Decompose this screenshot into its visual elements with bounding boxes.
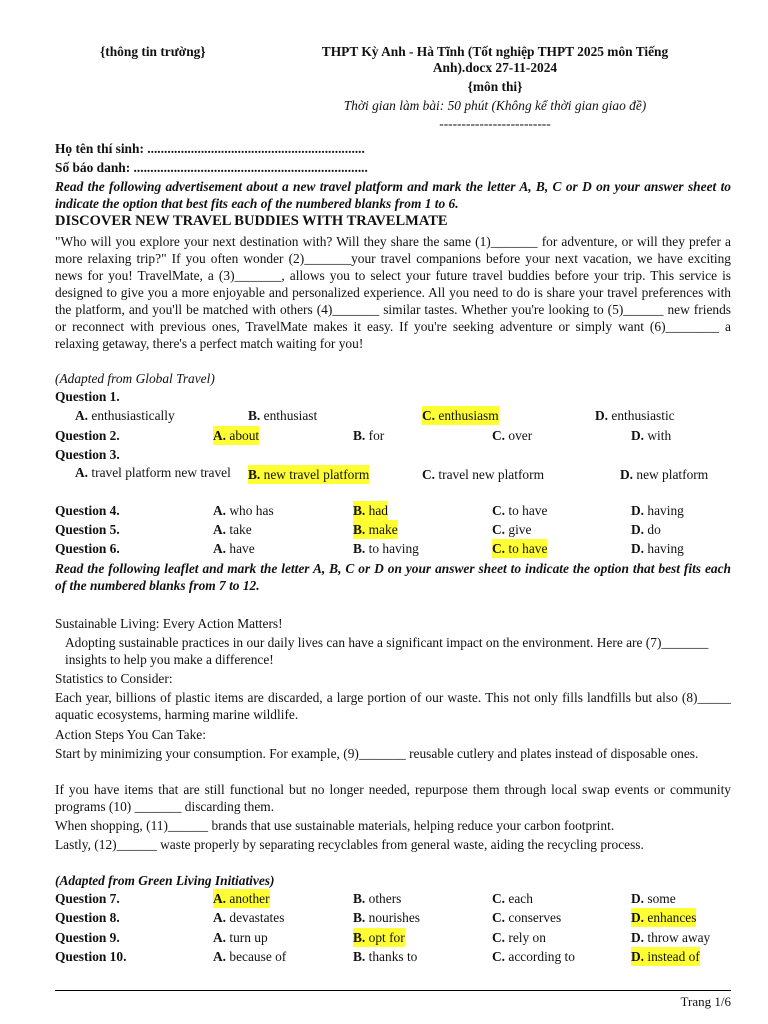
option-text: give bbox=[508, 522, 532, 537]
option-d-selected[interactable]: D. enhances bbox=[631, 910, 697, 925]
option-text: new platform bbox=[636, 467, 709, 482]
school-info: {thông tin trường} bbox=[100, 44, 206, 59]
question-1-options bbox=[55, 406, 731, 425]
option-text: another bbox=[229, 891, 270, 906]
option-c-selected[interactable]: C. enthusiasm bbox=[422, 408, 499, 423]
option-text: to have bbox=[508, 503, 548, 518]
option-a[interactable]: A. travel platform new travel bbox=[75, 465, 231, 480]
stats-heading: Statistics to Consider: bbox=[55, 671, 173, 686]
option-text: have bbox=[229, 541, 255, 556]
option-b-selected[interactable]: B. had bbox=[353, 503, 388, 518]
question-label: Question 5. bbox=[55, 522, 120, 537]
step-3: When shopping, (11)______ brands that use sustainable materials, helping reduce your carbon footprint. bbox=[55, 818, 615, 833]
question-3 bbox=[55, 445, 731, 464]
question-label: Question 10. bbox=[55, 949, 127, 964]
option-text: to have bbox=[508, 541, 548, 556]
option-text: had bbox=[368, 503, 388, 518]
option-c[interactable]: C. travel new platform bbox=[422, 467, 544, 482]
option-text: opt for bbox=[368, 930, 405, 945]
option-text: rely on bbox=[508, 930, 546, 945]
option-text: enthusiasm bbox=[438, 408, 499, 423]
option-c[interactable]: C. rely on bbox=[492, 930, 546, 945]
option-d[interactable]: D. do bbox=[631, 522, 661, 537]
option-b[interactable]: B. enthusiast bbox=[248, 408, 318, 423]
leaflet-intro: Adopting sustainable practices in our daily lives can have a significant impact on the environment. Here are (7)_______ insights to help you make a difference! bbox=[65, 635, 709, 667]
section1-heading: DISCOVER NEW TRAVEL BUDDIES WITH TRAVELMATE bbox=[55, 213, 448, 229]
option-a[interactable]: A. take bbox=[213, 522, 252, 537]
option-text: each bbox=[508, 891, 533, 906]
option-b[interactable]: B. others bbox=[353, 891, 402, 906]
question-label: Question 6. bbox=[55, 541, 120, 556]
option-a[interactable]: A. devastates bbox=[213, 910, 285, 925]
option-a[interactable]: A. because of bbox=[213, 949, 287, 964]
step-2: If you have items that are still functional but no longer needed, repurpose them through local swap events or community programs (10) _______ discarding them. bbox=[55, 782, 731, 814]
option-text: throw away bbox=[647, 930, 711, 945]
option-b-selected[interactable]: B. opt for bbox=[353, 930, 405, 945]
option-d[interactable]: D. having bbox=[631, 541, 684, 556]
footer-divider bbox=[55, 990, 731, 991]
option-text: instead of bbox=[647, 949, 700, 964]
question-5 bbox=[55, 520, 731, 539]
option-b-selected[interactable]: B. make bbox=[353, 522, 398, 537]
steps-heading: Action Steps You Can Take: bbox=[55, 727, 206, 742]
option-text: others bbox=[368, 891, 402, 906]
option-text: devastates bbox=[229, 910, 285, 925]
question-8 bbox=[55, 908, 731, 927]
option-d[interactable]: D. some bbox=[631, 891, 676, 906]
option-d[interactable]: D. having bbox=[631, 503, 684, 518]
option-text: new travel platform bbox=[263, 467, 370, 482]
question-7 bbox=[55, 889, 731, 908]
stats-text: Each year, billions of plastic items are discarded, a large portion of our waste. This not only fills landfills but also (8)_____ aquatic ecosystems, harming marine wildlife. bbox=[55, 690, 731, 722]
option-text: having bbox=[647, 541, 684, 556]
question-10 bbox=[55, 947, 731, 966]
option-text: make bbox=[368, 522, 398, 537]
option-text: do bbox=[647, 522, 661, 537]
option-text: travel platform new travel bbox=[91, 465, 231, 480]
question-6 bbox=[55, 539, 731, 558]
option-b[interactable]: B. for bbox=[353, 428, 385, 443]
option-a[interactable]: A. who has bbox=[213, 503, 274, 518]
option-text: over bbox=[508, 428, 533, 443]
question-label: Question 2. bbox=[55, 428, 120, 443]
time-allowed: Thời gian làm bài: 50 phút (Không kể thời gian giao đề) bbox=[343, 98, 647, 113]
option-text: having bbox=[647, 503, 684, 518]
option-text: thanks to bbox=[368, 949, 418, 964]
option-c[interactable]: C. give bbox=[492, 522, 532, 537]
option-a-selected[interactable]: A. another bbox=[213, 891, 270, 906]
section2-source: (Adapted from Green Living Initiatives) bbox=[55, 873, 275, 888]
option-text: enthusiastic bbox=[611, 408, 675, 423]
option-a[interactable]: A. enthusiastically bbox=[75, 408, 175, 423]
question-label: Question 4. bbox=[55, 503, 120, 518]
option-d[interactable]: D. new platform bbox=[620, 467, 709, 482]
candidate-name: Họ tên thí sinh: ................................................................. bbox=[55, 141, 365, 156]
option-c[interactable]: C. to have bbox=[492, 503, 548, 518]
option-c[interactable]: C. conserves bbox=[492, 910, 562, 925]
leaflet-title: Sustainable Living: Every Action Matters! bbox=[55, 616, 283, 631]
option-a-selected[interactable]: A. about bbox=[213, 428, 260, 443]
exam-title-line-2: Anh).docx 27-11-2024 bbox=[432, 60, 558, 75]
option-text: about bbox=[229, 428, 260, 443]
option-text: enhances bbox=[647, 910, 697, 925]
header-divider: ------------------------- bbox=[439, 116, 551, 131]
section2-instruction: Read the following leaflet and mark the letter A, B, C or D on your answer sheet to indicate the option that best fits each of the numbered blanks from 7 to 12. bbox=[55, 561, 731, 593]
question-label: Question 1. bbox=[55, 389, 120, 404]
option-c[interactable]: C. each bbox=[492, 891, 533, 906]
option-text: travel new platform bbox=[438, 467, 544, 482]
exam-title-line-1: THPT Kỳ Anh - Hà Tĩnh (Tốt nghiệp THPT 2025 môn Tiếng bbox=[321, 44, 669, 59]
option-text: some bbox=[647, 891, 676, 906]
exam-header bbox=[55, 44, 731, 136]
exam-page bbox=[55, 0, 731, 1024]
option-c[interactable]: C. according to bbox=[492, 949, 575, 964]
option-b-selected[interactable]: B. new travel platform bbox=[248, 467, 370, 482]
option-text: enthusiastically bbox=[91, 408, 175, 423]
option-text: to having bbox=[368, 541, 419, 556]
option-b[interactable]: B. to having bbox=[353, 541, 419, 556]
option-a[interactable]: A. turn up bbox=[213, 930, 268, 945]
option-d-selected[interactable]: D. instead of bbox=[631, 949, 700, 964]
option-text: with bbox=[647, 428, 672, 443]
option-d[interactable]: D. enthusiastic bbox=[595, 408, 675, 423]
candidate-id: Số báo danh: ...................................................................... bbox=[55, 160, 368, 175]
page-number: Trang 1/6 bbox=[680, 994, 731, 1009]
step-1: Start by minimizing your consumption. For example, (9)_______ reusable cutlery and plates instead of disposable ones. bbox=[55, 746, 699, 761]
question-label: Question 9. bbox=[55, 930, 120, 945]
option-b[interactable]: B. thanks to bbox=[353, 949, 418, 964]
option-c[interactable]: C. over bbox=[492, 428, 533, 443]
option-a[interactable]: A. have bbox=[213, 541, 255, 556]
option-c-selected[interactable]: C. to have bbox=[492, 541, 548, 556]
option-text: turn up bbox=[229, 930, 268, 945]
option-text: according to bbox=[508, 949, 575, 964]
exam-title-block bbox=[265, 44, 725, 132]
question-label: Question 8. bbox=[55, 910, 120, 925]
section1-source: (Adapted from Global Travel) bbox=[55, 371, 215, 386]
question-2 bbox=[55, 426, 731, 445]
question-9 bbox=[55, 928, 731, 947]
step-4: Lastly, (12)______ waste properly by separating recyclables from general waste, aiding the recycling process. bbox=[55, 837, 644, 852]
option-b[interactable]: B. nourishes bbox=[353, 910, 420, 925]
option-text: enthusiast bbox=[263, 408, 318, 423]
option-text: conserves bbox=[508, 910, 562, 925]
subject: {môn thi} bbox=[467, 79, 523, 94]
question-3-options bbox=[55, 465, 731, 484]
option-text: for bbox=[368, 428, 385, 443]
question-label: Question 3. bbox=[55, 447, 120, 462]
option-d[interactable]: D. throw away bbox=[631, 930, 711, 945]
option-d[interactable]: D. with bbox=[631, 428, 672, 443]
question-label: Question 7. bbox=[55, 891, 120, 906]
option-text: who has bbox=[229, 503, 274, 518]
question-4 bbox=[55, 501, 731, 520]
section1-instruction: Read the following advertisement about a new travel platform and mark the letter A, B, C or D on your answer sheet to indicate the option that best fits each of the numbered blanks from 1 to 6. bbox=[55, 179, 731, 211]
option-text: take bbox=[229, 522, 252, 537]
question-1 bbox=[55, 387, 731, 406]
option-text: nourishes bbox=[368, 910, 420, 925]
option-text: because of bbox=[229, 949, 287, 964]
section1-passage: "Who will you explore your next destination with? Will they share the same (1)_______ for adventure, or will they prefer a more relaxing trip?" If you often wonder (2)_______your travel companions before your next vacation, we have exciting news for you! TravelMate, a (3)_______, allows you to select your future travel buddies before your trip. This service is designed to give you a more enjoyable and personalized experience. All you need to do is share your travel preferences with the platform, and you'll be matched with others (4)_______ similar tastes. Whether you're looking to (5)______ new friends or reconnect with previous ones, TravelMate makes it easy. If you're seeking adventure or simply want (6)________ a relaxing getaway, there's a perfect match waiting for you! bbox=[55, 234, 731, 351]
